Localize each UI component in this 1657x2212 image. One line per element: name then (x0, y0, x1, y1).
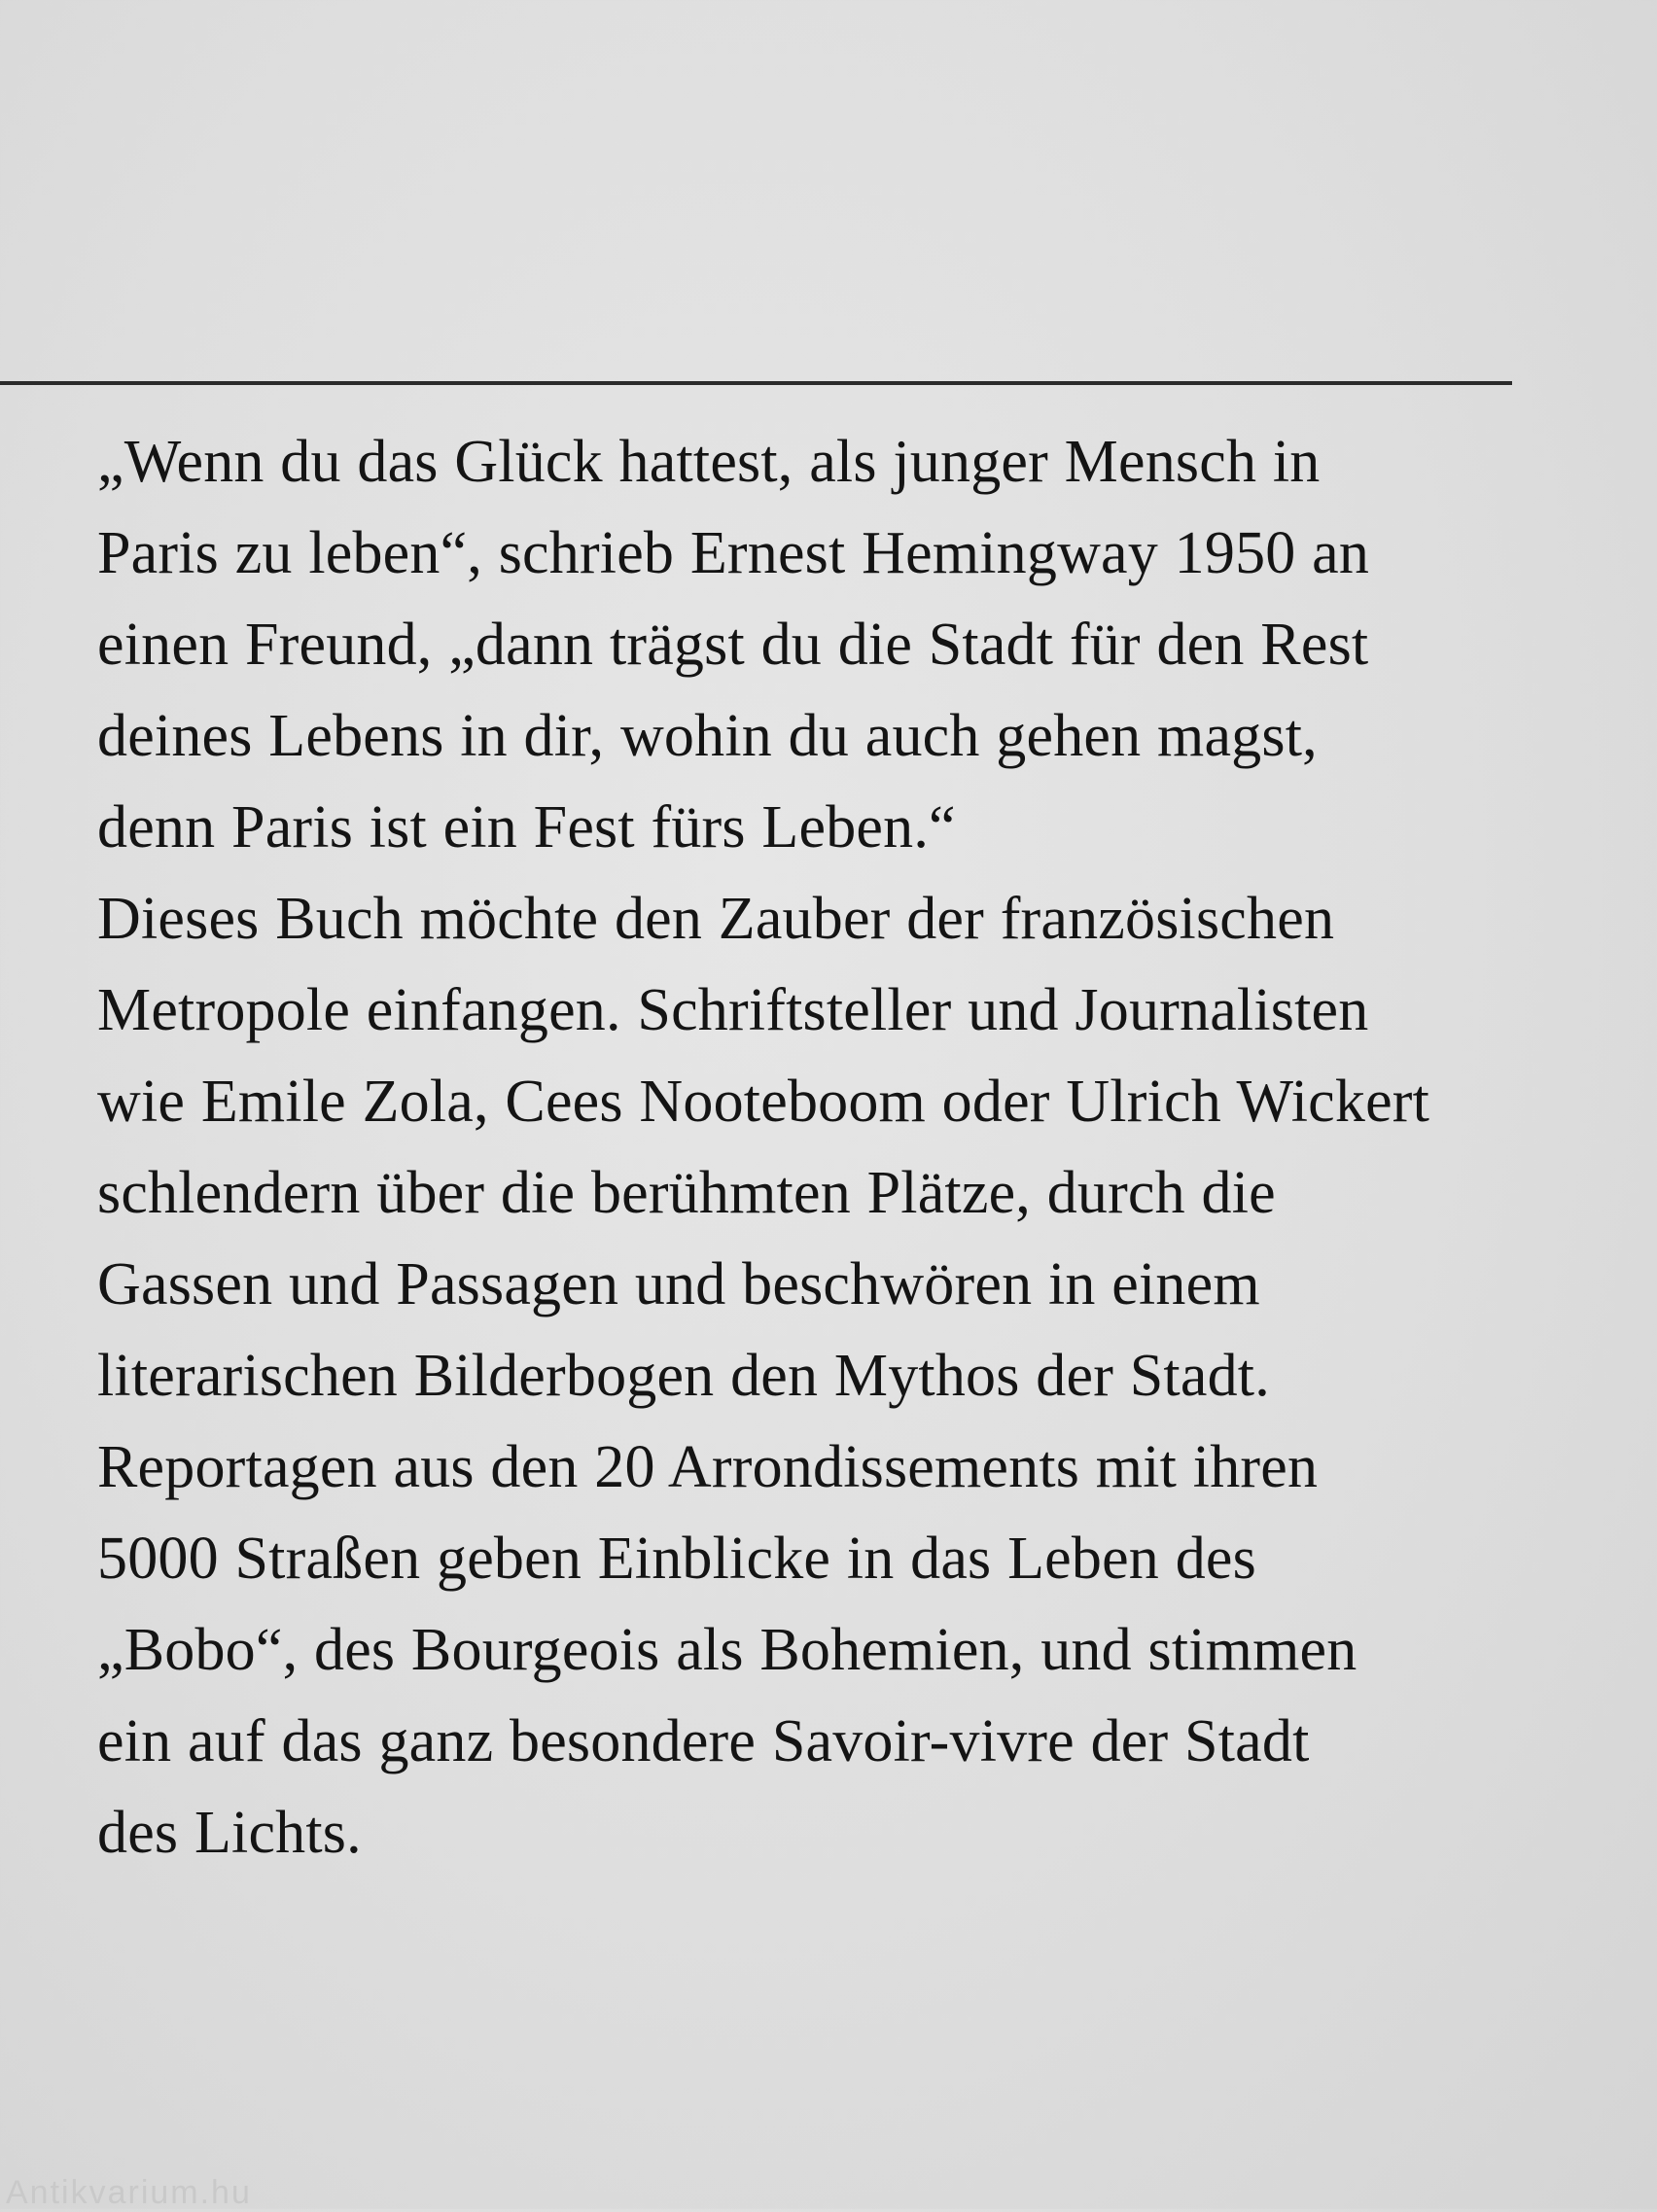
text-line: denn Paris ist ein Fest fürs Leben.“ (97, 794, 956, 860)
text-line: schlendern über die berühmten Plätze, durch die (97, 1160, 1276, 1226)
text-line: Reportagen aus den 20 Arrondissements mit ihren (97, 1434, 1319, 1500)
watermark: Antikvarium.hu (6, 2174, 252, 2211)
text-line: ein auf das ganz besondere Savoir-vivre der Stadt (97, 1708, 1310, 1774)
blurb-text (97, 416, 1614, 1878)
text-line: deines Lebens in dir, wohin du auch gehen magst, (97, 703, 1318, 769)
text-line: 5000 Straßen geben Einblicke in das Leben des (97, 1526, 1256, 1592)
text-line: „Wenn du das Glück hattest, als junger Mensch in (97, 429, 1321, 495)
text-line: Gassen und Passagen und beschwören in einem (97, 1251, 1260, 1317)
horizontal-rule (0, 381, 1512, 385)
text-line: „Bobo“, des Bourgeois als Bohemien, und stimmen (97, 1617, 1357, 1683)
text-line: literarischen Bilderbogen den Mythos der Stadt. (97, 1343, 1270, 1409)
text-line: einen Freund, „dann trägst du die Stadt für den Rest (97, 612, 1369, 678)
text-line: Metropole einfangen. Schriftsteller und Journalisten (97, 977, 1369, 1043)
text-line: Paris zu leben“, schrieb Ernest Hemingway 1950 an (97, 520, 1370, 586)
text-line: Dieses Buch möchte den Zauber der französischen (97, 886, 1335, 952)
text-line: des Lichts. (97, 1800, 362, 1866)
text-line: wie Emile Zola, Cees Nooteboom oder Ulrich Wickert (97, 1069, 1430, 1135)
